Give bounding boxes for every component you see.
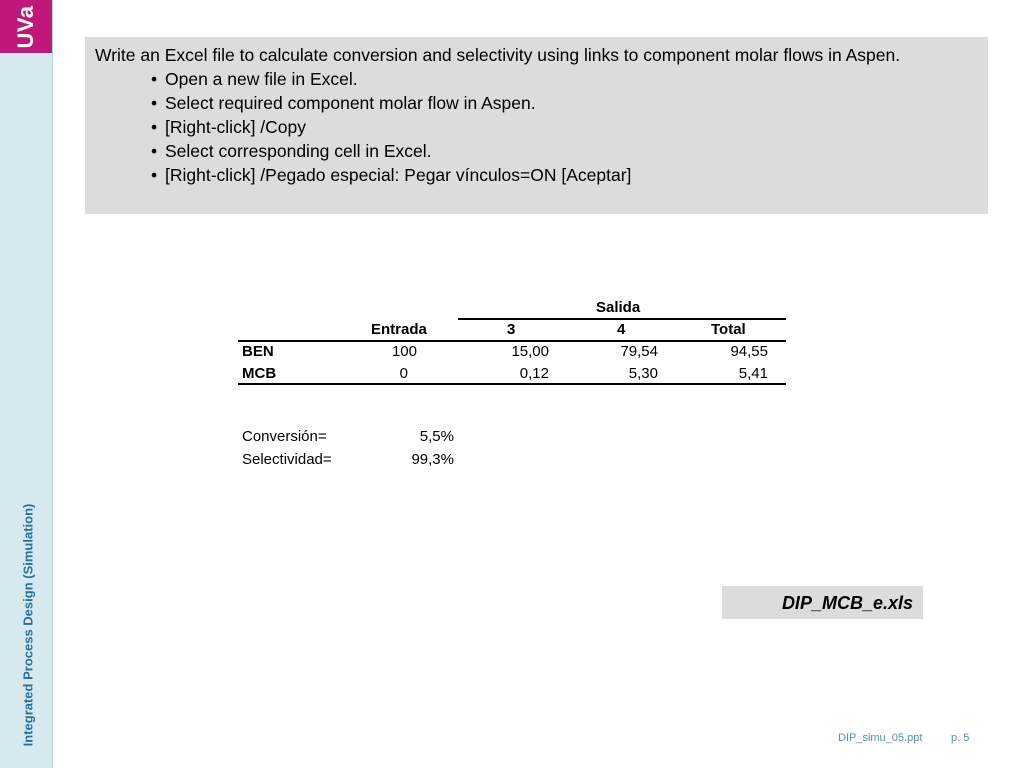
flow-table (238, 296, 786, 384)
step-text: Select required component molar flow in Aspen. (165, 93, 536, 113)
header-4: 4 (617, 321, 626, 338)
selectivity-value: 99,3% (411, 451, 454, 468)
cell-total: 5,41 (738, 365, 768, 382)
cell-s3: 15,00 (511, 343, 549, 360)
cell-total: 94,55 (730, 343, 768, 360)
footer-page-number: p. 5 (951, 732, 970, 744)
table-header-row (238, 318, 786, 340)
bullet-icon: • (151, 141, 158, 161)
cell-s4: 79,54 (620, 343, 658, 360)
table-bottom-rule (238, 383, 786, 385)
result-row (242, 428, 462, 451)
bullet-icon: • (151, 93, 158, 113)
sidebar (0, 0, 53, 768)
salida-header: Salida (596, 299, 641, 316)
list-item (95, 67, 978, 91)
conversion-value: 5,5% (419, 428, 454, 445)
list-item (95, 139, 978, 163)
uva-logo (0, 0, 53, 53)
results-block (242, 428, 462, 474)
bullet-icon: • (151, 117, 158, 137)
selectivity-label: Selectividad= (242, 451, 332, 468)
list-item (95, 91, 978, 115)
cell-entrada: 100 (391, 343, 417, 360)
bullet-icon: • (151, 165, 158, 185)
component-name: MCB (242, 365, 277, 382)
instruction-intro: Write an Excel file to calculate conversion and selectivity using links to component molar flows in Aspen. (95, 45, 901, 65)
bullet-icon: • (151, 69, 158, 89)
instruction-box (85, 37, 988, 214)
file-label: DIP_MCB_e.xls (722, 586, 923, 619)
sidebar-divider (52, 0, 53, 768)
footer-filename: DIP_simu_05.ppt (838, 732, 923, 744)
list-item (95, 163, 978, 187)
step-text: Select corresponding cell in Excel. (165, 141, 432, 161)
header-entrada: Entrada (371, 321, 427, 338)
header-total: Total (711, 321, 746, 338)
result-row (242, 451, 462, 474)
instruction-steps (95, 67, 978, 187)
step-text: [Right-click] /Pegado especial: Pegar vínculos=ON [Aceptar] (165, 165, 632, 185)
header-3: 3 (507, 321, 516, 338)
table-group-header-row (238, 296, 786, 318)
conversion-label: Conversión= (242, 428, 327, 445)
table-row (238, 340, 786, 362)
table-row (238, 362, 786, 384)
step-text: [Right-click] /Copy (165, 117, 307, 137)
component-name: BEN (242, 343, 274, 360)
cell-s3: 0,12 (519, 365, 549, 382)
cell-s4: 5,30 (628, 365, 658, 382)
step-text: Open a new file in Excel. (165, 69, 358, 89)
logo-text: UVa (13, 5, 38, 49)
cell-entrada: 0 (399, 365, 408, 382)
course-title: Integrated Process Design (Simulation) (20, 503, 36, 747)
list-item (95, 115, 978, 139)
